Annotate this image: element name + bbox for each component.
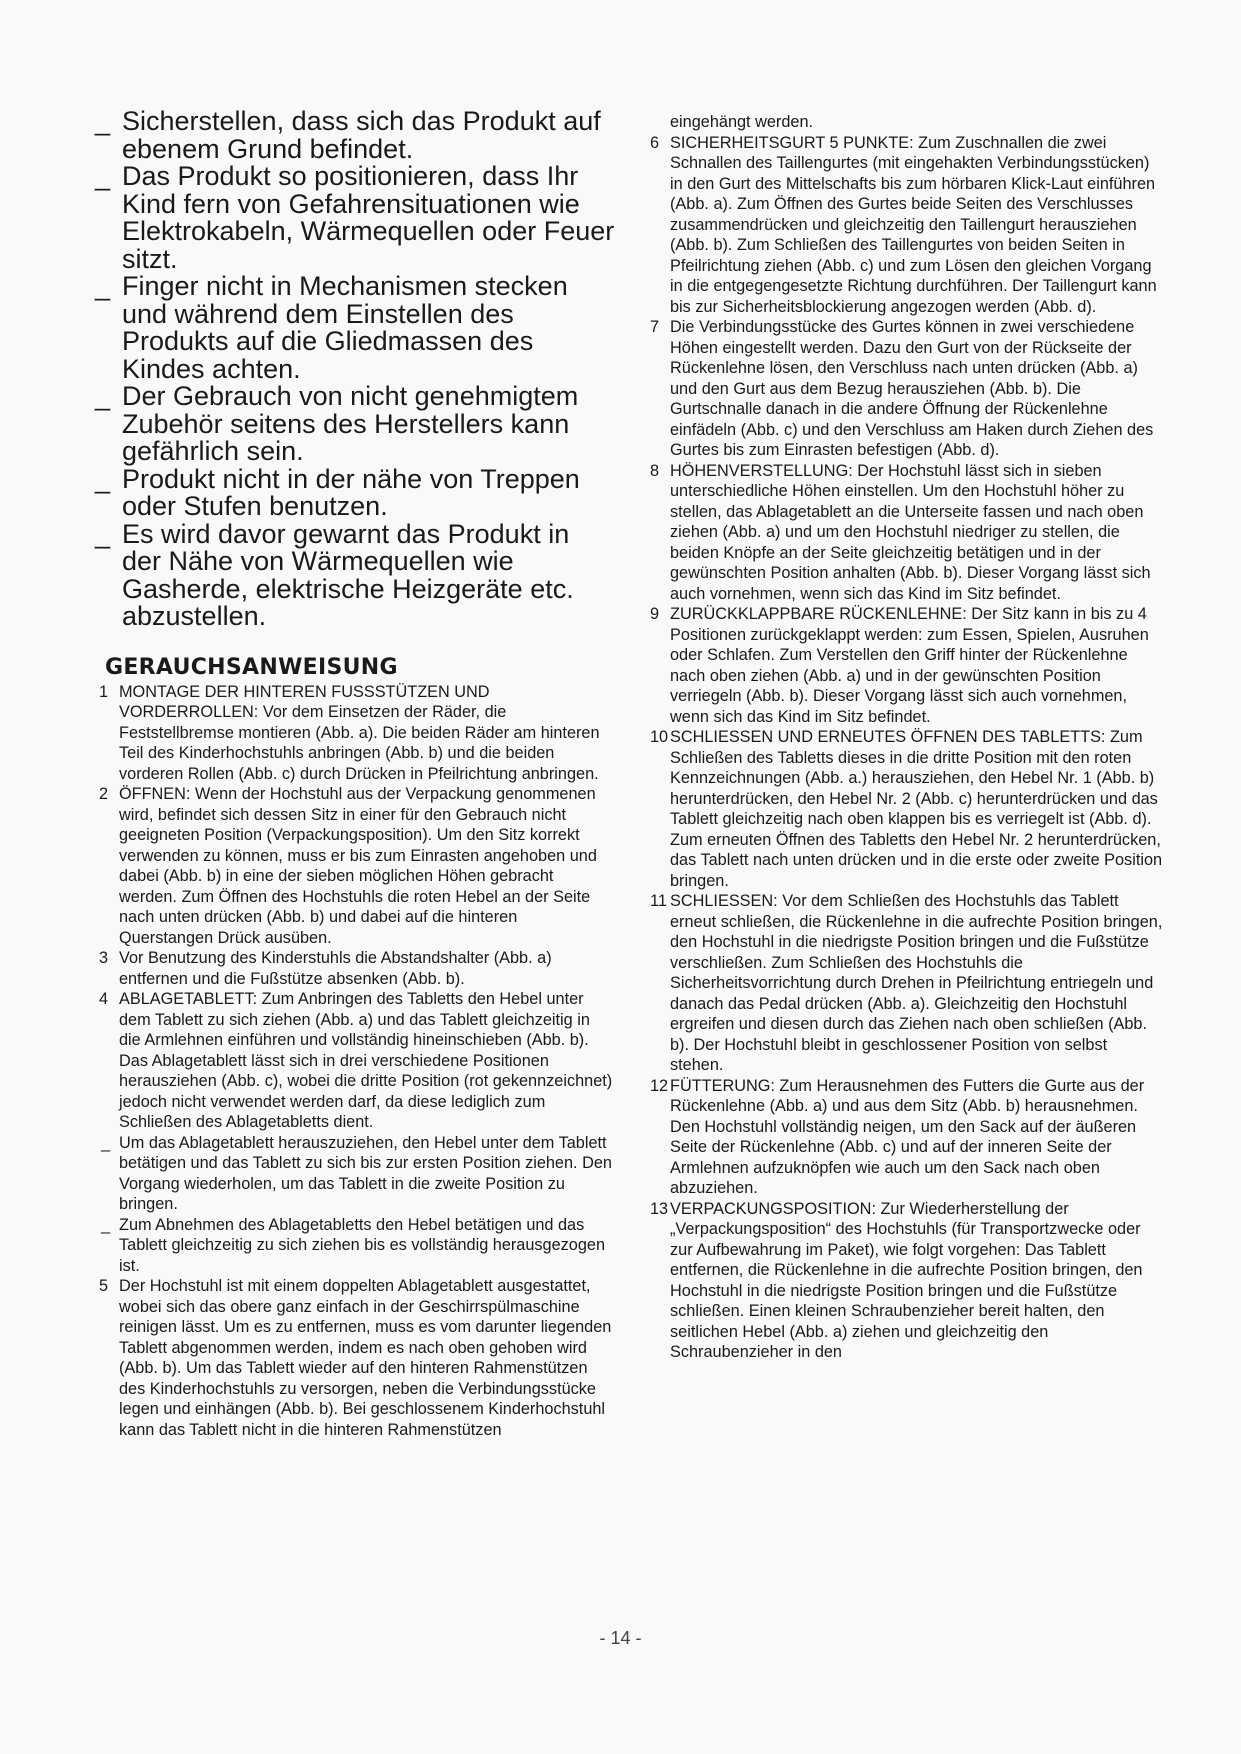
- section-title: GERAUCHSANWEISUNG: [105, 654, 398, 680]
- instruction-step: [95, 989, 615, 1133]
- step-text: Zum Abnehmen des Ablagetabletts den Hebel betätigen und das Tablett gleichzeitig zu sich ziehen bis es vollständig herausgezogen ist.: [119, 1215, 606, 1275]
- page-number: - 14 -: [599, 1628, 642, 1648]
- step-text: FÜTTERUNG: Zum Herausnehmen des Futters die Gurte aus der Rückenlehne (Abb. a) und aus dem Sitz (Abb. b) herausnehmen. Den Hochstuhl vollständig neigen, um den Sack auf der äußeren Seite der Rückenlehne (Abb. c) und auf der inneren Seite der Armlehnen aufzuknöpfen wie auch um den Sack nach oben abzuziehen.: [670, 1076, 1145, 1197]
- instruction-step: [648, 317, 1163, 461]
- warning-item: _ Finger nicht in Mechanismen stecken und während dem Einstellen des Produkts auf die Gliedmassen des Kindes achten.: [95, 273, 615, 383]
- step-text: Der Hochstuhl ist mit einem doppelten Ablagetablett ausgestattet, wobei sich das obere ganz einfach in der Geschirrspülmaschine reinigen lässt. Um es zu entfernen, muss es vom darunter liegenden Tablett abgenommen werden, indem es nach oben gehoben wird (Abb. b). Um das Tablett wieder auf den hinteren Rahmenstützen des Kinderhochstuhls zu versorgen, neben die Verbindungsstücke legen und einhängen (Abb. b). Bei geschlossenem Kinderhochstuhl kann das Tablett nicht in die hinteren Rahmenstützen: [119, 1277, 612, 1439]
- left-column: [95, 108, 615, 1440]
- instruction-step: [95, 784, 615, 948]
- step-text: SICHERHEITSGURT 5 PUNKTE: Zum Zuschnallen die zwei Schnallen des Taillengurtes (mit eingehakten Verbindungsstücken) in den Gurt des Mittelschafts bis zum hörbaren Klick-Laut einführen (Abb. a). Zum Öffnen des Gurtes beide Seiten des Verschlusses zusammendrücken und gleichzeitig den Taillengurt herausziehen (Abb. b). Zum Schließen des Taillengurtes von beiden Seiten in Pfeilrichtung ziehen (Abb. c) und zum Lösen den gleichen Vorgang in die entgegengesetzte Richtung durchführen. Der Taillengurt kann bis zur Sicherheitsblockierung angezogen werden (Abb. d).: [670, 133, 1157, 316]
- warning-item: _ Sicherstellen, dass sich das Produkt auf ebenem Grund befindet.: [95, 108, 615, 163]
- instruction-step: [648, 1199, 1163, 1363]
- step-text: Um das Ablagetablett herauszuziehen, den Hebel unter dem Tablett betätigen und das Tablett zu sich bis zur ersten Position ziehen. Den Vorgang wiederholen, um das Tablett in die zweite Position zu bringen.: [119, 1133, 612, 1213]
- instruction-step: [648, 133, 1163, 318]
- step-number: 5: [99, 1277, 109, 1295]
- warning-item: _ Es wird davor gewarnt das Produkt in der Nähe von Wärmequellen wie Gasherde, elektrische Heizgeräte etc. abzustellen.: [95, 521, 615, 631]
- step-number: 13: [650, 1199, 669, 1218]
- instruction-steps-right: [648, 112, 1163, 1363]
- step-number: 8: [650, 461, 660, 480]
- instruction-substep: [95, 1133, 615, 1215]
- step-number: 9: [650, 605, 660, 623]
- step-number: 2: [99, 785, 109, 803]
- step-text: Die Verbindungsstücke des Gurtes können in zwei verschiedene Höhen eingestellt werden. Dazu den Gurt von der Rückseite der Rückenlehne lösen, den Verschluss nach unten drücken (Abb. a) und den Gurt aus dem Bezug herausziehen (Abb. b). Die Gurtschnalle danach in die andere Öffnung der Rückenlehne einfädeln (Abb. c) und den Verschluss am Haken durch Ziehen des Gurtes bis zum Einrasten befestigen (Abb. d).: [670, 318, 1154, 459]
- step-number: 7: [650, 318, 660, 336]
- instruction-step: [648, 727, 1163, 891]
- step-continuation: [648, 112, 1163, 133]
- safety-warnings: [95, 108, 615, 631]
- warning-item: _ Produkt nicht in der nähe von Treppen oder Stufen benutzen.: [95, 466, 615, 521]
- instruction-step: [648, 1076, 1163, 1199]
- substep-dash: _: [101, 1133, 111, 1152]
- step-number: 4: [99, 990, 109, 1008]
- instruction-step: [95, 1276, 615, 1440]
- step-text: Vor Benutzung des Kinderstuhls die Abstandshalter (Abb. a) entfernen und die Fußstütze absenken (Abb. b).: [119, 949, 552, 988]
- step-number: 10: [650, 728, 669, 746]
- warning-item: _ Das Produkt so positionieren, dass Ihr Kind fern von Gefahrensituationen wie Elektrokabeln, Wärmequellen oder Feuer sitzt.: [95, 163, 615, 273]
- right-column: [648, 112, 1163, 1363]
- instruction-step: [648, 891, 1163, 1076]
- instruction-steps-left: [95, 682, 615, 1441]
- step-text: SCHLIESSEN: Vor dem Schließen des Hochstuhls das Tablett erneut schließen, die Rückenlehne in die aufrechte Position bringen, den Hochstuhl in die niedrigste Position bringen und die Fußstütze verschließen. Zum Schließen des Hochstuhls die Sicherheitsvorrichtung durch Drehen in Pfeilrichtung entriegeln und danach das Pedal drücken (Abb. a). Gleichzeitig den Hochstuhl ergreifen und diesen durch das Ziehen nach oben schließen (Abb. b). Der Hochstuhl bleibt in geschlossener Position von selbst stehen.: [670, 892, 1163, 1074]
- step-text: ÖFFNEN: Wenn der Hochstuhl aus der Verpackung genommenen wird, befindet sich dessen Sitz in einer für den Gebrauch nicht geeigneten Position (Verpackungsposition). Um den Sitz korrekt verwenden zu können, muss er bis zum Einrasten angehoben und dabei (Abb. b) in eine der sieben möglichen Höhen gebracht werden. Zum Öffnen des Hochstuhls die roten Hebel an der Seite nach unten drücken (Abb. b) und dabei auf die hinteren Querstangen Drück ausüben.: [119, 785, 597, 947]
- instruction-substep: [95, 1215, 615, 1277]
- step-number: 1: [99, 682, 109, 701]
- step-text: VERPACKUNGSPOSITION: Zur Wiederherstellung der „Verpackungsposition“ des Hochstuhls (für Transportzwecke oder zur Aufbewahrung im Paket), wie folgt vorgehen: Das Tablett entfernen, die Rückenlehne in die aufrechte Position bringen, den Hochstuhl in die niedrigste Position bringen und die Fußstütze schließen. Einen kleinen Schraubenzieher bereit halten, den seitlichen Hebel (Abb. a) ziehen und gleichzeitig den Schraubenzieher in den: [670, 1199, 1143, 1361]
- substep-dash: _: [101, 1215, 111, 1234]
- step-number: 3: [99, 949, 109, 967]
- warning-item: _ Der Gebrauch von nicht genehmigtem Zubehör seitens des Herstellers kann gefährlich sein.: [95, 383, 615, 466]
- step-text: eingehängt werden.: [670, 113, 814, 131]
- instruction-step: [95, 682, 615, 785]
- step-text: HÖHENVERSTELLUNG: Der Hochstuhl lässt sich in sieben unterschiedliche Höhen einstellen. Um den Hochstuhl höher zu stellen, das Ablagetablett an die Unterseite fassen und nach oben ziehen (Abb. a) und um den Hochstuhl niedriger zu stellen, die beiden Knöpfe an der Seite gleichzeitig betätigen und in der gewünschten Position anhalten (Abb. b). Dieser Vorgang lässt sich auch vornehmen, wenn sich das Kind im Sitz befindet.: [670, 461, 1151, 603]
- step-number: 6: [650, 133, 660, 152]
- step-text: ABLAGETABLETT: Zum Anbringen des Tabletts den Hebel unter dem Tablett zu sich ziehen (Abb. a) und das Tablett gleichzeitig in die Armlehnen einführen und vollständig hineinschieben (Abb. b). Das Ablagetablett lässt sich in drei verschiedene Positionen herausziehen (Abb. c), wobei die dritte Position (rot gekennzeichnet) jedoch nicht verwendet werden darf, da diese lediglich zum Schließen des Ablagetabletts dient.: [119, 990, 613, 1131]
- step-number: 12: [650, 1076, 669, 1095]
- instruction-step: [648, 461, 1163, 605]
- instruction-step: [95, 948, 615, 989]
- step-text: MONTAGE DER HINTEREN FUSSSTÜTZEN UND VORDERROLLEN: Vor dem Einsetzen der Räder, die Feststellbremse montieren (Abb. a). Die beiden Räder am hinteren Teil des Kinderhochstuhls anbringen (Abb. b) und die beiden vorderen Rollen (Abb. c) durch Drücken in Pfeilrichtung anbringen.: [119, 682, 600, 783]
- instruction-step: [648, 604, 1163, 727]
- step-text: ZURÜCKKLAPPBARE RÜCKENLEHNE: Der Sitz kann in bis zu 4 Positionen zurückgeklappt werden: zum Essen, Spielen, Ausruhen oder Schlafen. Zum Verstellen den Griff hinter der Rückenlehne nach oben ziehen (Abb. a) und in der gewünschten Position verriegeln (Abb. b). Dieser Vorgang lässt sich auch vornehmen, wenn sich das Kind im Sitz befindet.: [670, 605, 1149, 726]
- step-number: 11: [650, 892, 667, 910]
- step-text: SCHLIESSEN UND ERNEUTES ÖFFNEN DES TABLETTS: Zum Schließen des Tabletts dieses in die dritte Position mit den roten Kennzeichnungen (Abb. a.) herausziehen, den Hebel Nr. 1 (Abb. b) herunterdrücken, den Hebel Nr. 2 (Abb. c) herunterdrücken und das Tablett gleichzeitig nach oben klappen bis es verriegelt ist (Abb. d). Zum erneuten Öffnen des Tabletts den Hebel Nr. 2 herunterdrücken, das Tablett nach unten drücken und in die erste oder zweite Position bringen.: [670, 728, 1163, 890]
